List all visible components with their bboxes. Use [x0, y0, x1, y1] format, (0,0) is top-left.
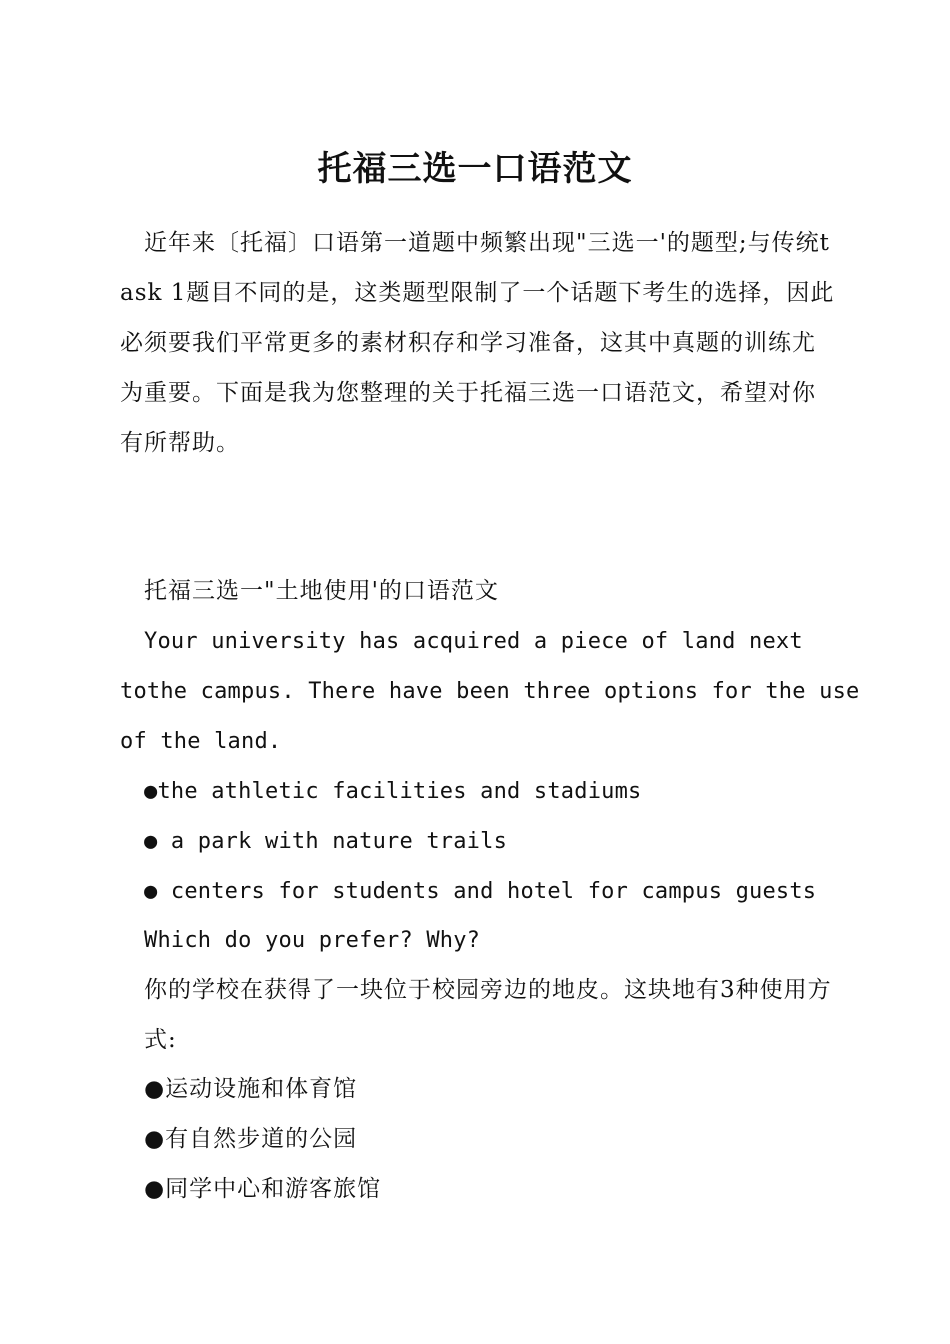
- option-cn-1: ●运动设施和体育馆: [144, 1076, 358, 1102]
- option-cn-2: ●有自然步道的公园: [144, 1126, 358, 1152]
- option-cn-3: ●同学中心和游客旅馆: [144, 1176, 382, 1202]
- intro-paragraph: 近年来〔托福〕口语第一道题中频繁出现"三选一'的题型;与传统task 1题目不同的是，这类题型限制了一个话题下考生的选择，因此必须要我们平常更多的素材积存和学习准备，这其中真题的训练尤为重要。下面是我为您整理的关于托福三选一口语范文，希望对你有所帮助。: [120, 230, 835, 456]
- prompt-cn: 你的学校在获得了一块位于校园旁边的地皮。这块地有3种使用方式:: [144, 977, 832, 1053]
- prompt-en-line-2: tothe campus. There have been three options for the use: [120, 679, 860, 704]
- option-en-2: ● a park with nature trails: [144, 829, 508, 854]
- document-title: 托福三选一口语范文: [317, 149, 633, 189]
- prompt-en-line-3: of the land.: [120, 729, 282, 754]
- section-heading: 托福三选一"土地使用'的口语范文: [144, 578, 499, 604]
- option-en-3: ● centers for students and hotel for campus guests: [144, 879, 817, 904]
- option-en-1: ●the athletic facilities and stadiums: [144, 779, 642, 804]
- question-en: Which do you prefer? Why?: [144, 928, 481, 953]
- prompt-en-line-1: Your university has acquired a piece of land next: [144, 629, 803, 654]
